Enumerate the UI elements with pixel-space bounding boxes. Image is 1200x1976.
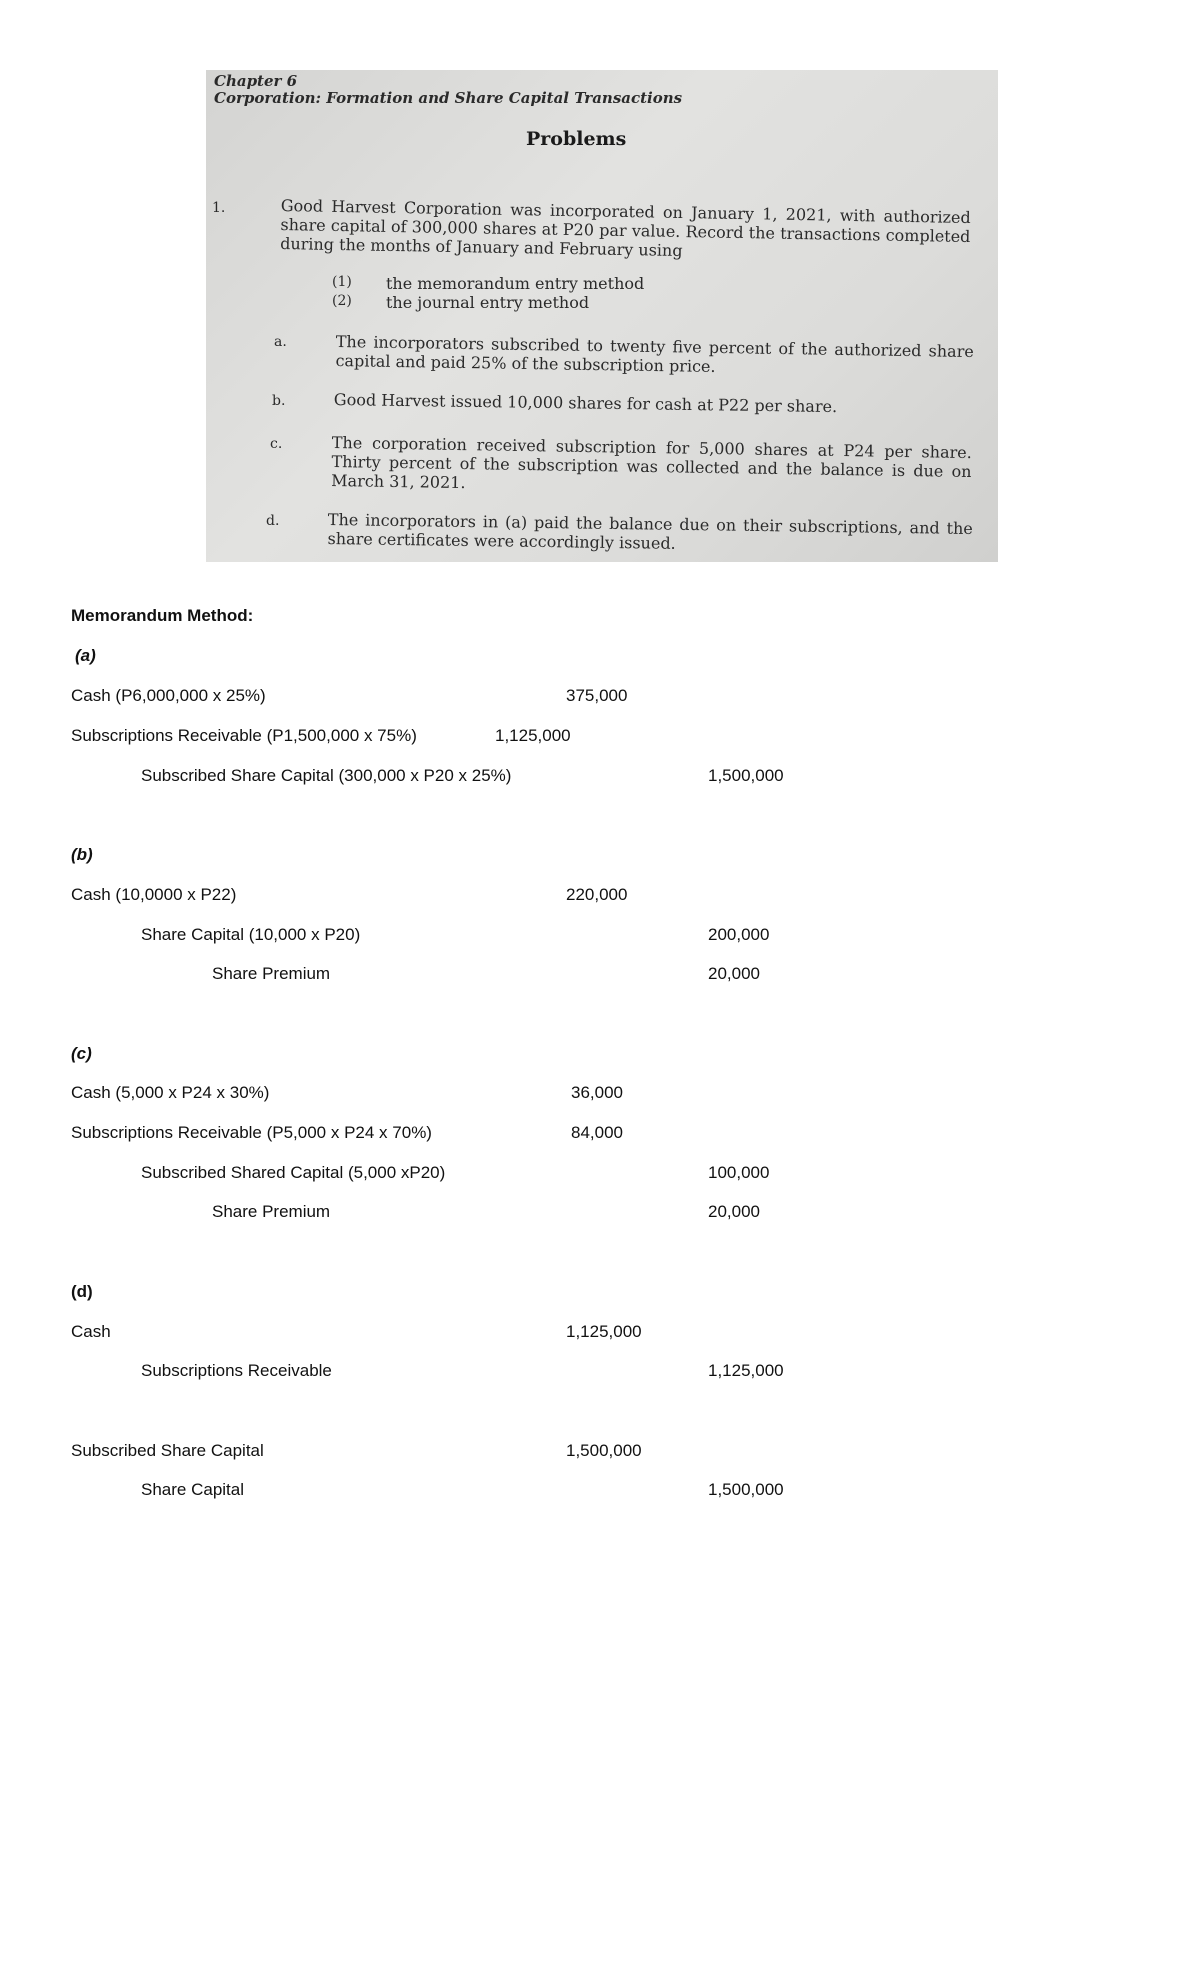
entry-account: Subscribed Share Capital (300,000 x P20 x 25%) <box>141 766 512 785</box>
entry-account: Subscribed Shared Capital (5,000 xP20) <box>141 1163 446 1182</box>
entry-debit: 220,000 <box>566 885 628 904</box>
entry-account: Share Capital <box>141 1480 245 1499</box>
section-a-label: (a) <box>75 646 96 665</box>
item-label-a: a. <box>274 334 287 350</box>
entry-account: Share Premium <box>212 964 331 983</box>
entry-debit: 1,500,000 <box>566 1441 642 1460</box>
entry-debit: 1,125,000 <box>495 726 571 745</box>
method-text-2: the journal entry method <box>386 293 590 312</box>
entry-account: Cash (P6,000,000 x 25%) <box>71 686 266 705</box>
item-text-a: The incorporators subscribed to twenty five percent of the authorized share capital and paid 25% of the subscription price. <box>335 332 974 376</box>
entry-credit: 200,000 <box>708 925 770 944</box>
section-b-label: (b) <box>71 845 93 864</box>
entry-credit: 100,000 <box>708 1163 770 1182</box>
solution-title: Memorandum Method: <box>71 606 254 625</box>
entry-credit: 1,500,000 <box>708 766 784 785</box>
entry-debit: 36,000 <box>571 1083 623 1102</box>
entry-account: Cash <box>71 1322 111 1341</box>
method-num-2: (2) <box>332 293 352 309</box>
item-label-d: d. <box>266 513 280 529</box>
item-text-b: Good Harvest issued 10,000 shares for cash at P22 per share. <box>333 390 838 417</box>
item-label-b: b. <box>272 393 286 409</box>
entry-debit: 375,000 <box>566 686 628 705</box>
entry-account: Cash (5,000 x P24 x 30%) <box>71 1083 270 1102</box>
item-label-c: c. <box>270 436 283 452</box>
item-text-c: The corporation received subscription for 5,000 shares at P24 per share. Thirty percent of the subscription was collected and the balance is due on March 31, 2021. <box>331 433 972 493</box>
problems-heading: Problems <box>526 128 627 150</box>
section-d-label: (d) <box>71 1282 93 1301</box>
section-c-label: (c) <box>71 1044 92 1063</box>
chapter-label: Chapter 6 <box>214 72 298 90</box>
entry-debit: 84,000 <box>571 1123 623 1142</box>
entry-credit: 20,000 <box>708 964 760 983</box>
entry-account: Subscriptions Receivable (P5,000 x P24 x 70%) <box>71 1123 432 1142</box>
entry-account: Share Premium <box>212 1202 331 1221</box>
problem-intro: Good Harvest Corporation was incorporated on January 1, 2021, with authorized share capital of 300,000 shares at P20 par value. Record the transactions completed during the months of January and February using <box>280 196 971 261</box>
entry-account: Subscriptions Receivable (P1,500,000 x 75%) <box>71 726 417 745</box>
entry-credit: 1,125,000 <box>708 1361 784 1380</box>
entry-credit: 20,000 <box>708 1202 760 1221</box>
entry-credit: 1,500,000 <box>708 1480 784 1499</box>
entry-account: Subscriptions Receivable <box>141 1361 332 1380</box>
item-text-d: The incorporators in (a) paid the balance due on their subscriptions, and the share certificates were accordingly issued. <box>327 510 973 553</box>
method-num-1: (1) <box>332 274 352 290</box>
problem-number: 1. <box>212 200 226 216</box>
method-text-1: the memorandum entry method <box>386 274 645 293</box>
entry-account: Share Capital (10,000 x P20) <box>141 925 361 944</box>
chapter-title: Corporation: Formation and Share Capital Transactions <box>214 89 683 107</box>
entry-debit: 1,125,000 <box>566 1322 642 1341</box>
problem-photo <box>206 70 998 562</box>
entry-account: Subscribed Share Capital <box>71 1441 264 1460</box>
entry-account: Cash (10,0000 x P22) <box>71 885 237 904</box>
